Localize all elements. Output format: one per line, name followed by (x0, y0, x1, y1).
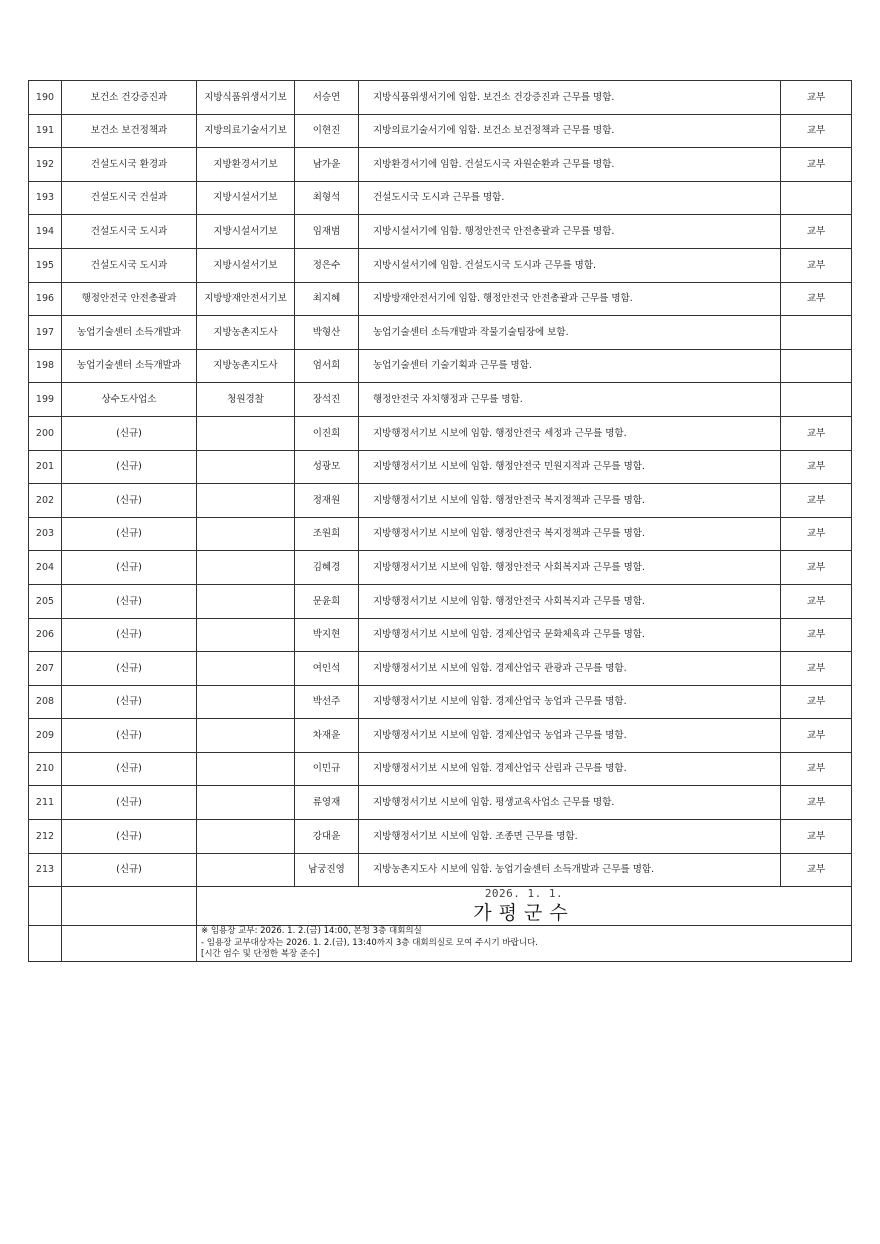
note-line: ※ 임용장 교부: 2026. 1. 2.(금) 14:00, 본청 3층 대회의실 (201, 926, 422, 937)
remark (781, 349, 852, 383)
remark: 교부 (781, 752, 852, 786)
person-name: 남궁진영 (295, 853, 359, 887)
current-rank: 청원경찰 (197, 383, 295, 417)
remark (781, 383, 852, 417)
table-row (29, 484, 852, 518)
current-rank: 지방시설서기보 (197, 215, 295, 249)
person-name: 박선주 (295, 685, 359, 719)
table-row (29, 416, 852, 450)
remark: 교부 (781, 820, 852, 854)
appointment-description: 지방의료기술서기에 임함. 보건소 보건정책과 근무를 명함. (359, 114, 781, 148)
appointment-table (28, 80, 852, 962)
current-department: 행정안전국 안전총괄과 (62, 282, 197, 316)
current-rank: 지방환경서기보 (197, 148, 295, 182)
remark: 교부 (781, 853, 852, 887)
current-department: (신규) (62, 551, 197, 585)
appointment-description: 지방행정서기보 시보에 임함. 경제산업국 관광과 근무를 명함. (359, 652, 781, 686)
person-name: 박형산 (295, 316, 359, 350)
table-row (29, 215, 852, 249)
row-number: 205 (29, 584, 62, 618)
person-name: 서승연 (295, 81, 359, 115)
current-department: (신규) (62, 820, 197, 854)
current-rank (197, 416, 295, 450)
row-number: 196 (29, 282, 62, 316)
row-number: 202 (29, 484, 62, 518)
table-row (29, 685, 852, 719)
appointment-description: 지방시설서기에 임함. 행정안전국 안전총괄과 근무를 명함. (359, 215, 781, 249)
appointment-description: 지방행정서기보 시보에 임함. 경제산업국 농업과 근무를 명함. (359, 685, 781, 719)
person-name: 성광모 (295, 450, 359, 484)
person-name: 차재윤 (295, 719, 359, 753)
current-rank (197, 685, 295, 719)
appointment-description: 지방행정서기보 시보에 임함. 경제산업국 농업과 근무를 명함. (359, 719, 781, 753)
row-number: 203 (29, 517, 62, 551)
person-name: 임재범 (295, 215, 359, 249)
person-name: 강대윤 (295, 820, 359, 854)
current-department: 상수도사업소 (62, 383, 197, 417)
remark: 교부 (781, 81, 852, 115)
person-name: 장석진 (295, 383, 359, 417)
appointment-description: 지방행정서기보 시보에 임함. 행정안전국 복지정책과 근무를 명함. (359, 484, 781, 518)
person-name: 정은수 (295, 248, 359, 282)
person-name: 문윤희 (295, 584, 359, 618)
current-department: (신규) (62, 853, 197, 887)
person-name: 박지현 (295, 618, 359, 652)
current-department: 농업기술센터 소득개발과 (62, 349, 197, 383)
person-name: 김혜경 (295, 551, 359, 585)
row-number: 213 (29, 853, 62, 887)
current-department: (신규) (62, 786, 197, 820)
appointment-description: 지방행정서기보 시보에 임함. 행정안전국 세정과 근무를 명함. (359, 416, 781, 450)
person-name: 여인석 (295, 652, 359, 686)
current-rank (197, 853, 295, 887)
remark: 교부 (781, 148, 852, 182)
current-rank (197, 618, 295, 652)
current-department: (신규) (62, 752, 197, 786)
remark: 교부 (781, 215, 852, 249)
current-rank: 지방농촌지도사 (197, 316, 295, 350)
appointment-description: 지방행정서기보 시보에 임함. 행정안전국 민원지적과 근무를 명함. (359, 450, 781, 484)
remark (781, 316, 852, 350)
person-name: 이현진 (295, 114, 359, 148)
current-department: 건설도시국 도시과 (62, 215, 197, 249)
current-department: 보건소 보건정책과 (62, 114, 197, 148)
table-row (29, 517, 852, 551)
row-number: 206 (29, 618, 62, 652)
current-department: (신규) (62, 618, 197, 652)
current-department: 농업기술센터 소득개발과 (62, 316, 197, 350)
appointment-description: 행정안전국 자치행정과 근무를 명함. (359, 383, 781, 417)
note-line: - 임용장 교부대상자는 2026. 1. 2.(금), 13:40까지 3층 대회의실로 모여 주시기 바랍니다. (201, 937, 538, 948)
current-department: (신규) (62, 484, 197, 518)
remark: 교부 (781, 450, 852, 484)
table-row (29, 114, 852, 148)
person-name: 이민규 (295, 752, 359, 786)
row-number: 209 (29, 719, 62, 753)
table-row (29, 248, 852, 282)
current-rank (197, 652, 295, 686)
appointment-description: 지방식품위생서기에 임함. 보건소 건강증진과 근무를 명함. (359, 81, 781, 115)
appointment-description: 지방행정서기보 시보에 임함. 행정안전국 복지정책과 근무를 명함. (359, 517, 781, 551)
note-line: [시간 엄수 및 단정한 복장 준수] (201, 949, 320, 960)
notes-cell (197, 926, 852, 961)
row-number: 197 (29, 316, 62, 350)
date-row (29, 887, 852, 926)
appointment-description: 지방행정서기보 시보에 임함. 경제산업국 문화체육과 근무를 명함. (359, 618, 781, 652)
row-number: 194 (29, 215, 62, 249)
empty-cell (29, 926, 62, 961)
current-rank (197, 517, 295, 551)
empty-cell (62, 887, 197, 926)
row-number: 210 (29, 752, 62, 786)
row-number: 201 (29, 450, 62, 484)
table-row (29, 820, 852, 854)
table-row (29, 316, 852, 350)
remark: 교부 (781, 248, 852, 282)
remark: 교부 (781, 551, 852, 585)
appointment-description: 지방농촌지도사 시보에 임함. 농업기술센터 소득개발과 근무를 명함. (359, 853, 781, 887)
appointment-description: 건설도시국 도시과 근무를 명함. (359, 181, 781, 215)
table-row (29, 349, 852, 383)
current-department: 건설도시국 건설과 (62, 181, 197, 215)
current-department: 건설도시국 도시과 (62, 248, 197, 282)
remark: 교부 (781, 282, 852, 316)
table-row (29, 383, 852, 417)
person-name: 류영재 (295, 786, 359, 820)
row-number: 192 (29, 148, 62, 182)
current-department: 건설도시국 환경과 (62, 148, 197, 182)
current-rank (197, 786, 295, 820)
person-name: 정재원 (295, 484, 359, 518)
table-row (29, 584, 852, 618)
empty-cell (62, 926, 197, 961)
table-row (29, 853, 852, 887)
remark: 교부 (781, 685, 852, 719)
current-rank (197, 719, 295, 753)
notes-row (29, 926, 852, 961)
row-number: 208 (29, 685, 62, 719)
current-rank (197, 450, 295, 484)
row-number: 198 (29, 349, 62, 383)
table-row (29, 652, 852, 686)
person-name: 이진희 (295, 416, 359, 450)
remark: 교부 (781, 114, 852, 148)
current-rank (197, 484, 295, 518)
remark: 교부 (781, 517, 852, 551)
current-rank (197, 551, 295, 585)
empty-cell (29, 887, 62, 926)
person-name: 조원희 (295, 517, 359, 551)
row-number: 193 (29, 181, 62, 215)
person-name: 최지혜 (295, 282, 359, 316)
current-department: (신규) (62, 719, 197, 753)
current-department: 보건소 건강증진과 (62, 81, 197, 115)
table-row (29, 551, 852, 585)
table-row (29, 450, 852, 484)
appointment-description: 지방행정서기보 시보에 임함. 평생교육사업소 근무를 명함. (359, 786, 781, 820)
current-department: (신규) (62, 517, 197, 551)
appointment-description: 지방행정서기보 시보에 임함. 경제산업국 산림과 근무를 명함. (359, 752, 781, 786)
person-name: 엄서희 (295, 349, 359, 383)
row-number: 190 (29, 81, 62, 115)
appointment-description: 지방환경서기에 임함. 건설도시국 자원순환과 근무를 명함. (359, 148, 781, 182)
remark: 교부 (781, 584, 852, 618)
current-rank: 지방농촌지도사 (197, 349, 295, 383)
row-number: 211 (29, 786, 62, 820)
table-row (29, 786, 852, 820)
current-department: (신규) (62, 450, 197, 484)
current-rank: 지방방재안전서기보 (197, 282, 295, 316)
table-row (29, 752, 852, 786)
current-rank: 지방시설서기보 (197, 181, 295, 215)
table-row (29, 618, 852, 652)
row-number: 191 (29, 114, 62, 148)
person-name: 남가윤 (295, 148, 359, 182)
row-number: 207 (29, 652, 62, 686)
current-rank (197, 584, 295, 618)
remark: 교부 (781, 618, 852, 652)
row-number: 212 (29, 820, 62, 854)
remark: 교부 (781, 416, 852, 450)
appointment-description: 농업기술센터 소득개발과 작물기술팀장에 보함. (359, 316, 781, 350)
current-rank: 지방의료기술서기보 (197, 114, 295, 148)
appointment-rows (29, 81, 852, 887)
remark: 교부 (781, 719, 852, 753)
table-row (29, 282, 852, 316)
current-rank: 지방식품위생서기보 (197, 81, 295, 115)
row-number: 199 (29, 383, 62, 417)
current-department: (신규) (62, 652, 197, 686)
row-number: 195 (29, 248, 62, 282)
appointment-description: 지방행정서기보 시보에 임함. 조종면 근무를 명함. (359, 820, 781, 854)
current-rank (197, 752, 295, 786)
row-number: 200 (29, 416, 62, 450)
current-department: (신규) (62, 584, 197, 618)
remark: 교부 (781, 652, 852, 686)
signature-cell (197, 887, 852, 926)
appointment-description: 지방방재안전서기에 임함. 행정안전국 안전총괄과 근무를 명함. (359, 282, 781, 316)
appointment-description: 지방행정서기보 시보에 임함. 행정안전국 사회복지과 근무를 명함. (359, 551, 781, 585)
table-row (29, 719, 852, 753)
table-row (29, 81, 852, 115)
remark: 교부 (781, 786, 852, 820)
current-department: (신규) (62, 685, 197, 719)
appointment-description: 지방시설서기에 임함. 건설도시국 도시과 근무를 명함. (359, 248, 781, 282)
row-number: 204 (29, 551, 62, 585)
issuer-name: 가평군수 (473, 902, 575, 925)
remark: 교부 (781, 484, 852, 518)
person-name: 최형석 (295, 181, 359, 215)
appointment-description: 농업기술센터 기술기획과 근무를 명함. (359, 349, 781, 383)
remark (781, 181, 852, 215)
appointment-description: 지방행정서기보 시보에 임함. 행정안전국 사회복지과 근무를 명함. (359, 584, 781, 618)
current-department: (신규) (62, 416, 197, 450)
issue-date: 2026. 1. 1. (484, 887, 564, 901)
table-row (29, 181, 852, 215)
table-row (29, 148, 852, 182)
current-rank: 지방시설서기보 (197, 248, 295, 282)
current-rank (197, 820, 295, 854)
